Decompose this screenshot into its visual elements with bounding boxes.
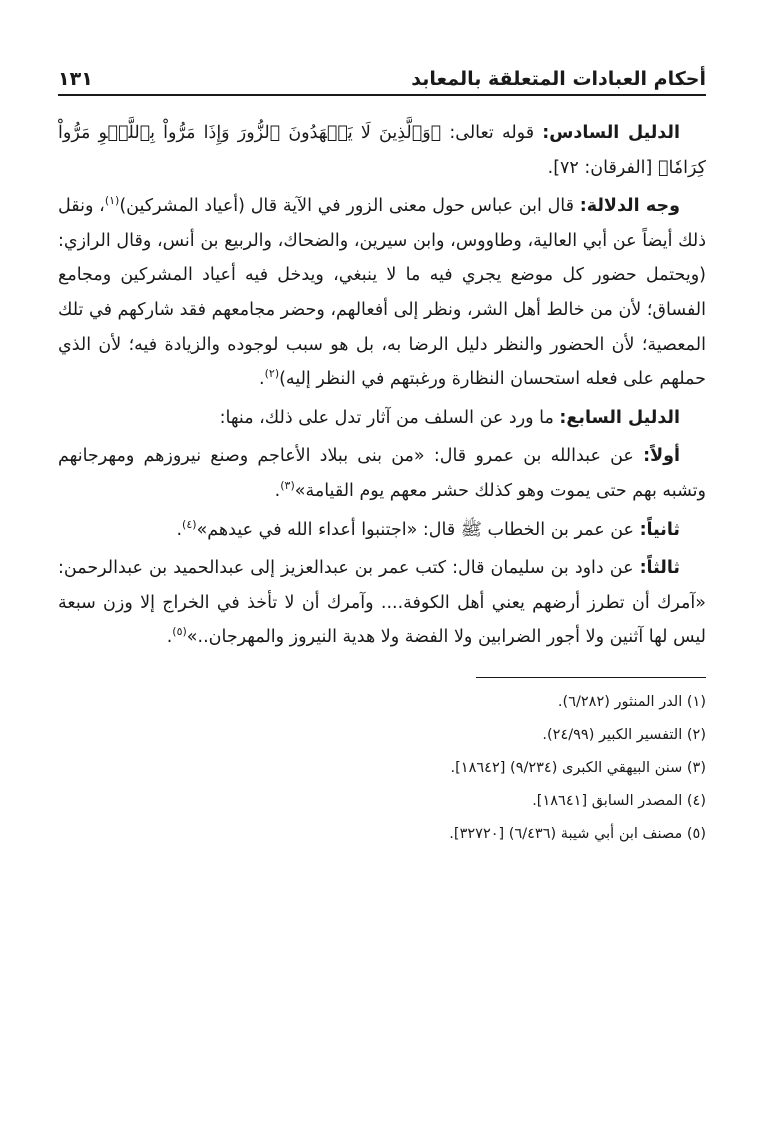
footnote-divider [476, 677, 706, 678]
main-text [58, 116, 706, 655]
paragraph-text: قوله تعالى: [441, 123, 543, 143]
verse-reference: [الفرقان: ٧٢]. [547, 157, 658, 178]
paragraph-text: عن عمر بن الخطاب ﷺ قال: «اجتنبوا أعداء الله في عيدهم» [196, 519, 640, 540]
footnote-marker[interactable]: (١) [104, 194, 120, 208]
paragraph-text: ، ونقل ذلك أيضاً عن أبي العالية، وطاووس، وابن سيرين، والضحاك، والربيع بن أنس، وقال الرازي: (ويحتمل حضور كل موضع يجري فيه ما لا ينبغي، ويدخل فيه أعياد المشركين ومجامع الفساق؛ لأن من خالط أهل الشر، ونظر إلى أفعالهم، وحضر مجامعهم فقد شاركهم في تلك المعصية؛ لأن الحضور والنظر دليل الرضا به، بل هو سبب لوجوده والزيادة فيه؛ لأن الذي حملهم على فعله استحسان النظارة ورغبتهم في النظر إليه) [58, 196, 706, 390]
section-heading: ثالثاً: [639, 558, 680, 579]
paragraph-end: . [176, 519, 183, 540]
section-heading: الدليل السادس: [542, 123, 680, 143]
section-heading: ثانياً: [639, 519, 680, 540]
footnote-item: (٤) المصدر السابق [١٨٦٤١]. [532, 792, 706, 809]
footnote-marker[interactable]: (٥) [172, 625, 187, 639]
footnote-marker[interactable]: (٤) [182, 517, 197, 531]
paragraph-text: ما ورد عن السلف من آثار تدل على ذلك، منها: [219, 407, 560, 428]
page-header [58, 50, 706, 96]
paragraph-text: قال ابن عباس حول معنى الزور في الآية قال (أعياد المشركين) [119, 196, 580, 217]
footnote-marker[interactable]: (٢) [264, 367, 280, 381]
section-heading: وجه الدلالة: [579, 196, 681, 217]
paragraph-first [58, 439, 706, 508]
running-title: أحكام العبادات المتعلقة بالمعابد [411, 68, 706, 90]
book-page [58, 50, 706, 1110]
quran-verse: ﴿وَٱلَّذِينَ لَا يَشۡهَدُونَ ٱلزُّورَ وَإِذَا مَرُّواْ بِٱللَّغۡوِ مَرُّواْ كِرَامٗا﴾ [58, 123, 706, 178]
paragraph-evidence-seven [58, 401, 706, 436]
paragraph-end: . [274, 480, 281, 501]
section-heading: أولاً: [643, 446, 680, 467]
footnote-item: (١) الدر المنثور (٦/٢٨٢). [557, 693, 706, 710]
footnote-marker[interactable]: (٣) [280, 479, 295, 493]
paragraph-end: . [259, 369, 265, 390]
paragraph-indication [58, 189, 706, 397]
footnote-item: (٢) التفسير الكبير (٢٤/٩٩). [542, 726, 706, 743]
paragraph-end: . [166, 627, 173, 648]
section-heading: الدليل السابع: [559, 407, 680, 428]
paragraph-text: عن داود بن سليمان قال: كتب عمر بن عبدالعزيز إلى عبدالحميد بن عبدالرحمن: «آمرك أن تطرز أرضهم يعني أهل الكوفة.... وآمرك أن لا تأخذ في الخراج إلا وزن سبعة ليس لها آثنين ولا أجور الضرابين ولا الفضة ولا هدية النيروز والمهرجان..» [58, 558, 706, 648]
paragraph-third [58, 551, 706, 655]
paragraph-text: عن عبدالله بن عمرو قال: «من بنى ببلاد الأعاجم وصنع نيروزهم ومهرجانهم وتشبه بهم حتى يموت وهو كذلك حشر معهم يوم القيامة» [58, 446, 706, 501]
footnotes [58, 686, 706, 851]
paragraph-evidence-six [58, 116, 706, 185]
page-number: ١٣١ [58, 68, 93, 90]
paragraph-second [58, 513, 706, 548]
footnote-item: (٥) مصنف ابن أبي شيبة (٦/٤٣٦) [٣٢٧٢٠]. [449, 825, 706, 842]
footnote-item: (٣) سنن البيهقي الكبرى (٩/٢٣٤) [١٨٦٤٢]. [450, 759, 706, 776]
